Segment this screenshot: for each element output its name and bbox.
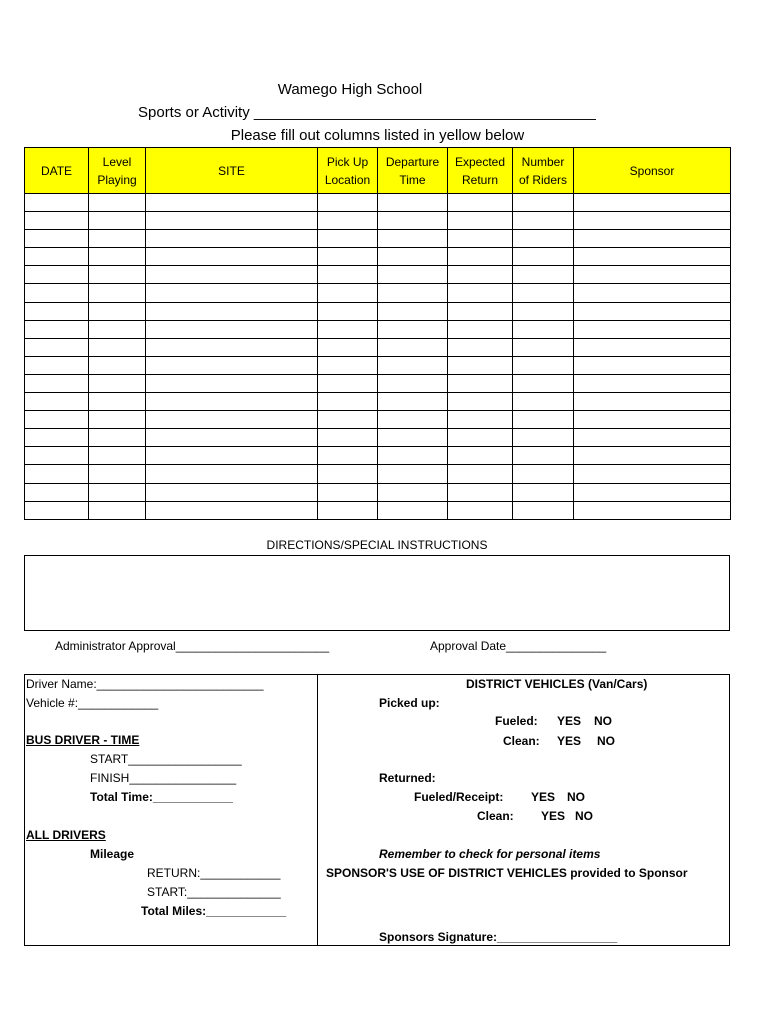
table-cell[interactable] [378,465,448,483]
table-cell[interactable] [89,393,146,411]
table-row [25,248,731,266]
table-cell[interactable] [146,302,318,320]
table-row [25,465,731,483]
table-cell[interactable] [378,284,448,302]
table-cell[interactable] [146,465,318,483]
approval-date: Approval Date_______________ [430,639,607,653]
driver-name-field: Driver Name:_________________________ [26,677,264,691]
fueled-yes: YES [557,714,582,728]
table-cell[interactable] [89,212,146,230]
table-cell[interactable] [574,338,731,356]
table-cell[interactable] [146,356,318,374]
table-cell[interactable] [89,411,146,429]
table-cell[interactable] [89,284,146,302]
table-row [25,284,731,302]
table-cell[interactable] [89,429,146,447]
table-cell[interactable] [25,501,89,519]
table-row [25,447,731,465]
column-header-5: Expected Return [448,148,513,194]
sponsor-signature-field: Sponsors Signature:__________________ [379,930,618,944]
table-cell[interactable] [89,338,146,356]
table-cell[interactable] [318,356,378,374]
sponsor-use-statement: SPONSOR'S USE OF DISTRICT VEHICLES provided to Sponsor [326,866,688,880]
table-cell[interactable] [89,194,146,212]
start-time-field: START_________________ [90,752,242,766]
clean-label: Clean: [503,734,540,748]
table-cell[interactable] [318,302,378,320]
table-cell[interactable] [448,320,513,338]
table-cell[interactable] [25,465,89,483]
table-cell[interactable] [89,266,146,284]
table-cell[interactable] [513,411,574,429]
table-cell[interactable] [89,501,146,519]
table-cell[interactable] [378,266,448,284]
table-cell[interactable] [513,501,574,519]
table-cell[interactable] [378,429,448,447]
table-cell[interactable] [89,447,146,465]
table-row [25,411,731,429]
table-cell[interactable] [25,248,89,266]
directions-box[interactable] [24,555,730,631]
column-header-4: Departure Time [378,148,448,194]
table-cell[interactable] [448,248,513,266]
table-cell[interactable] [318,483,378,501]
table-cell[interactable] [574,501,731,519]
personal-items-reminder: Remember to check for personal items [379,847,601,861]
returned-label: Returned: [379,771,436,785]
table-cell[interactable] [378,356,448,374]
mileage-label: Mileage [90,847,135,861]
table-cell[interactable] [378,338,448,356]
table-cell[interactable] [378,194,448,212]
table-row [25,338,731,356]
table-cell[interactable] [146,501,318,519]
table-cell[interactable] [146,194,318,212]
table-row [25,320,731,338]
table-cell[interactable] [318,248,378,266]
table-cell[interactable] [574,230,731,248]
table-cell[interactable] [146,429,318,447]
table-cell[interactable] [513,230,574,248]
table-cell[interactable] [448,302,513,320]
table-cell[interactable] [146,447,318,465]
table-cell[interactable] [378,447,448,465]
table-cell[interactable] [513,465,574,483]
table-cell[interactable] [574,194,731,212]
table-cell[interactable] [574,266,731,284]
table-cell[interactable] [318,230,378,248]
table-cell[interactable] [89,483,146,501]
returned-clean-yes: YES [541,809,566,823]
table-row [25,501,731,519]
table-cell[interactable] [574,320,731,338]
table-cell[interactable] [89,356,146,374]
table-cell[interactable] [318,501,378,519]
table-cell[interactable] [146,212,318,230]
table-cell[interactable] [448,447,513,465]
sports-activity-line: Sports or Activity _________________________________________ [138,104,596,121]
column-header-6: Number of Riders [513,148,574,194]
table-cell[interactable] [25,447,89,465]
table-cell[interactable] [513,374,574,392]
table-cell[interactable] [146,284,318,302]
table-cell[interactable] [448,194,513,212]
table-cell[interactable] [378,411,448,429]
table-cell[interactable] [25,338,89,356]
receipt-yes: YES [531,790,556,804]
table-row [25,374,731,392]
table-cell[interactable] [574,212,731,230]
table-cell[interactable] [146,374,318,392]
table-cell[interactable] [448,393,513,411]
fueled-label: Fueled: [495,714,538,728]
table-cell[interactable] [574,248,731,266]
table-cell[interactable] [318,284,378,302]
table-cell[interactable] [318,320,378,338]
table-cell[interactable] [146,483,318,501]
table-row [25,393,731,411]
returned-clean-no: NO [575,809,593,823]
table-row [25,194,731,212]
table-cell[interactable] [378,393,448,411]
table-row [25,230,731,248]
table-cell[interactable] [318,429,378,447]
table-cell[interactable] [318,374,378,392]
table-cell[interactable] [448,501,513,519]
start-mileage-field: START:______________ [147,885,281,899]
all-drivers-heading: ALL DRIVERS [26,828,106,842]
table-cell[interactable] [318,393,378,411]
table-cell[interactable] [448,429,513,447]
table-cell[interactable] [318,338,378,356]
table-cell[interactable] [25,230,89,248]
table-cell[interactable] [448,212,513,230]
table-cell[interactable] [25,393,89,411]
table-cell[interactable] [448,230,513,248]
table-cell[interactable] [574,411,731,429]
table-row [25,266,731,284]
table-cell[interactable] [318,266,378,284]
total-miles-field: Total Miles:____________ [141,904,287,918]
column-header-1: Level Playing [89,148,146,194]
table-cell[interactable] [513,429,574,447]
table-cell[interactable] [448,284,513,302]
table-row [25,483,731,501]
table-cell[interactable] [378,248,448,266]
district-vehicles-heading: DISTRICT VEHICLES (Van/Cars) [466,677,648,691]
table-row [25,302,731,320]
table-cell[interactable] [513,266,574,284]
table-cell[interactable] [89,302,146,320]
column-header-7: Sponsor [574,148,731,194]
table-cell[interactable] [378,501,448,519]
column-header-2: SITE [146,148,318,194]
table-cell[interactable] [25,356,89,374]
table-row [25,212,731,230]
table-cell[interactable] [89,465,146,483]
table-cell[interactable] [574,447,731,465]
table-cell[interactable] [25,284,89,302]
finish-time-field: FINISH________________ [90,771,237,785]
table-cell[interactable] [574,429,731,447]
table-cell[interactable] [574,356,731,374]
table-cell[interactable] [513,320,574,338]
table-cell[interactable] [574,465,731,483]
table-cell[interactable] [318,194,378,212]
table-cell[interactable] [513,338,574,356]
table-cell[interactable] [25,483,89,501]
table-cell[interactable] [513,194,574,212]
section-divider [317,674,318,945]
table-cell[interactable] [448,266,513,284]
table-cell[interactable] [318,465,378,483]
table-cell[interactable] [25,429,89,447]
returned-clean-label: Clean: [477,809,514,823]
instructions-text: Please fill out columns listed in yellow below [230,127,525,144]
table-cell[interactable] [378,302,448,320]
table-cell[interactable] [378,230,448,248]
table-cell[interactable] [378,374,448,392]
table-cell[interactable] [378,320,448,338]
table-cell[interactable] [513,248,574,266]
table-cell[interactable] [146,266,318,284]
table-cell[interactable] [318,411,378,429]
table-row [25,356,731,374]
receipt-no: NO [567,790,585,804]
return-mileage-field: RETURN:____________ [147,866,281,880]
table-cell[interactable] [89,248,146,266]
table-cell[interactable] [574,302,731,320]
table-cell[interactable] [25,302,89,320]
table-cell[interactable] [89,320,146,338]
table-cell[interactable] [513,356,574,374]
clean-yes: YES [557,734,582,748]
clean-no: NO [597,734,615,748]
table-cell[interactable] [89,230,146,248]
directions-label: DIRECTIONS/SPECIAL INSTRUCTIONS [266,538,488,552]
table-cell[interactable] [574,393,731,411]
table-cell[interactable] [378,212,448,230]
table-cell[interactable] [513,447,574,465]
table-cell[interactable] [448,465,513,483]
table-cell[interactable] [146,230,318,248]
table-header-row [25,148,731,194]
table-cell[interactable] [25,194,89,212]
driver-section-box [24,674,730,946]
table-cell[interactable] [146,320,318,338]
table-cell[interactable] [448,411,513,429]
table-cell[interactable] [574,284,731,302]
table-cell[interactable] [513,483,574,501]
table-cell[interactable] [146,411,318,429]
table-cell[interactable] [89,374,146,392]
column-header-0: DATE [25,148,89,194]
table-cell[interactable] [318,447,378,465]
bus-driver-time-heading: BUS DRIVER - TIME [26,733,140,747]
total-time-field: Total Time:____________ [90,790,233,804]
table-cell[interactable] [574,483,731,501]
table-cell[interactable] [318,212,378,230]
table-cell[interactable] [448,356,513,374]
picked-up-label: Picked up: [379,696,440,710]
table-cell[interactable] [146,393,318,411]
table-cell[interactable] [25,212,89,230]
table-cell[interactable] [146,338,318,356]
table-cell[interactable] [378,483,448,501]
administrator-approval: Administrator Approval_______________________ [55,639,330,653]
column-header-3: Pick Up Location [318,148,378,194]
table-cell[interactable] [513,302,574,320]
table-cell[interactable] [448,374,513,392]
table-cell[interactable] [25,411,89,429]
table-cell[interactable] [513,393,574,411]
school-name: Wamego High School [277,81,423,98]
table-cell[interactable] [25,374,89,392]
table-cell[interactable] [513,284,574,302]
trip-table [24,147,731,520]
table-cell[interactable] [448,483,513,501]
table-cell[interactable] [448,338,513,356]
fueled-receipt-label: Fueled/Receipt: [414,790,504,804]
table-cell[interactable] [25,320,89,338]
table-cell[interactable] [513,212,574,230]
table-row [25,429,731,447]
vehicle-number-field: Vehicle #:____________ [26,696,159,710]
fueled-no: NO [594,714,612,728]
table-cell[interactable] [146,248,318,266]
table-cell[interactable] [574,374,731,392]
table-cell[interactable] [25,266,89,284]
